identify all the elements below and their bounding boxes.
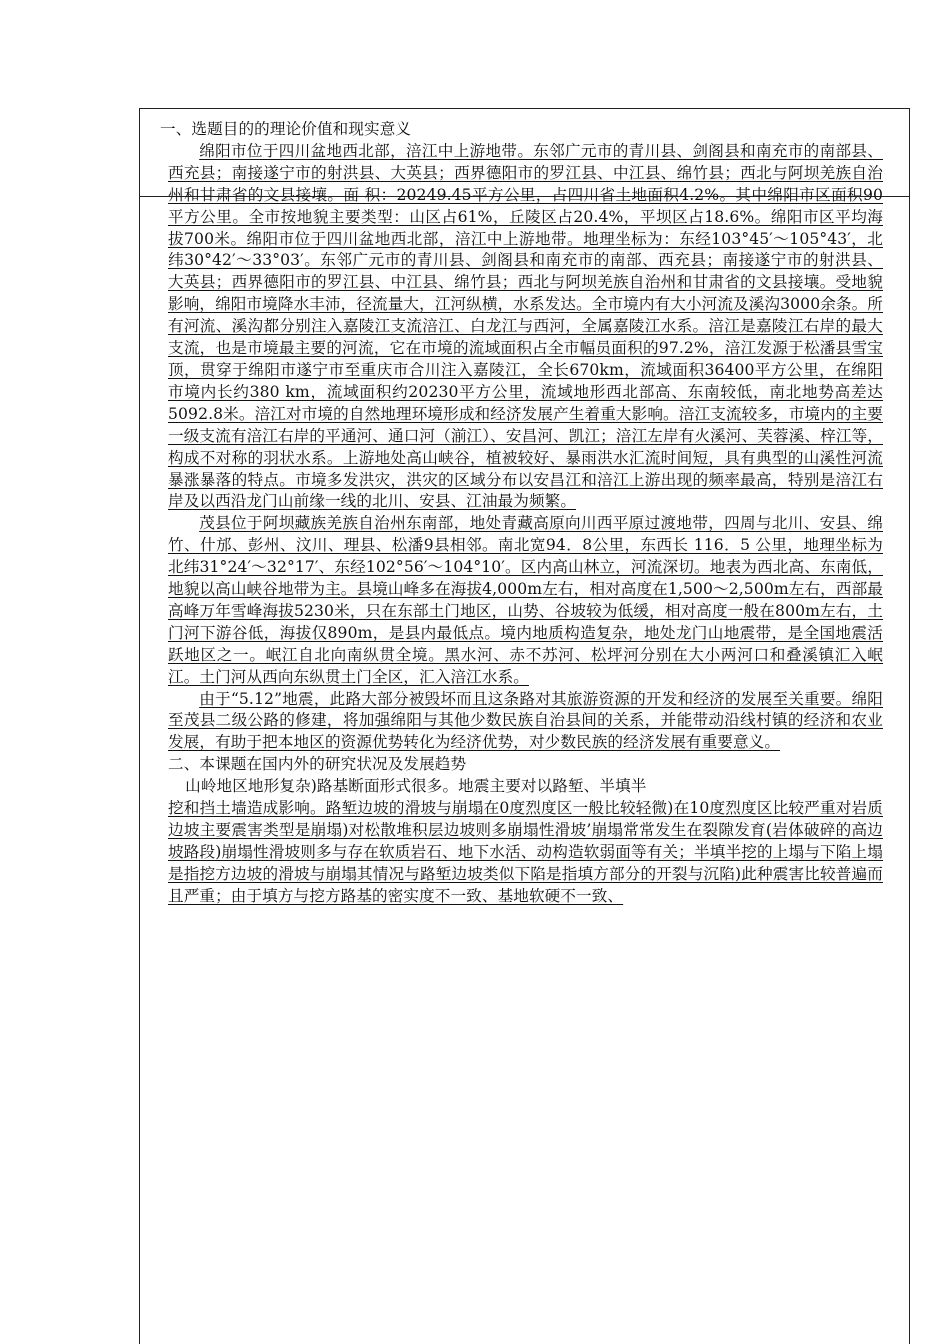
paragraph-research-body: 挖和挡土墙造成影响。路堑边坡的滑坡与崩塌在0度烈度区一般比较轻微)在10度烈度区比较严重对岩质边坡主要震害类型是崩塌)对松散堆积层边坡则多崩塌性滑坡’崩塌常常发生在裂隙发育(岩体破碎的高边坡路段)崩塌性滑坡则多与存在软质岩石、地下水活、动构造软弱面等有关；半填半挖的上塌与下陷上塌是指挖方边坡的滑坡与崩塌其情况与路堑边坡类似下陷是指填方部分的开裂与沉陷)此种震害比较普遍而且严重；由于填方与挖方路基的密实度不一致、基地软硬不一致、 — [168, 799, 883, 905]
section-heading-1: 一、选题目的的理论价值和现实意义 — [160, 120, 412, 138]
document-body — [160, 119, 883, 908]
paragraph-maoxian: 茂县位于阿坝藏族羌族自治州东南部，地处青藏高原向川西平原过渡地带，四周与北川、安县、绵竹、什邡、彭州、汶川、理县、松潘9县相邻。南北宽94．8公里，东西长 116．5 公里，地理坐标为北纬31°24′～32°17′、东经102°56′～104°10′。区内高山林立，河流深切。地表为西北高、东南低，地貌以高山峡谷地带为主。县境山峰多在海拔4,000m左右，相对高度在1,500～2,500m左右，西部最高峰万年雪峰海拔5230米，只在东部土门地区，山势、谷坡较为低缓，相对高度一般在800m左右，土门河下游谷低，海拔仅890m，是县内最低点。境内地质构造复杂，地处龙门山地震带，是全国地震活跃地区之一。岷江自北向南纵贯全境。黑水河、赤不苏河、松坪河分别在大小两河口和叠溪镇汇入岷江。土门河从西向东纵贯土门全区，汇入涪江水系。 — [168, 514, 883, 686]
paragraph-earthquake-road: 由于“5.12”地震，此路大部分被毁坏而且这条路对其旅游资源的开发和经济的发展至关重要。绵阳至茂县二级公路的修建，将加强绵阳与其他少数民族自治县间的关系，并能带动沿线村镇的经济和农业发展，有助于把本地区的资源优势转化为经济优势，对少数民族的经济发展有重要意义。 — [168, 689, 883, 752]
paragraph-research-lead: 山岭地区地形复杂)路基断面形式很多。地震主要对以路堑、半填半 — [185, 777, 647, 796]
section-heading-2: 二、本课题在国内外的研究状况及发展趋势 — [168, 755, 467, 774]
paragraph-mianyang: 绵阳市位于四川盆地西北部，涪江中上游地带。东邻广元市的青川县、剑阁县和南充市的南部县、西充县；南接遂宁市的射洪县、大英县；西界德阳市的罗江县、中江县、绵竹县；西北与阿坝羌族自治州和甘肃省的文县接壤。面 积：20249.45平方公里，占四川省土地面积4.2%。其中绵阳市区面积90平方公里。全市按地貌主要类型：山区占61%，丘陵区占20.4%，平坝区占18.6%。绵阳市区平均海拔700米。绵阳市位于四川盆地西北部，涪江中上游地带。地理坐标为：东经103°45′～105°43′，北纬30°42′～33°03′。东邻广元市的青川县、剑阁县和南充市的南部、西充县；南接遂宁市的射洪县、大英县；西界德阳市的罗江县、中江县、绵竹县；西北与阿坝羌族自治州和甘肃省的文县接壤。受地貌影响，绵阳市境降水丰沛，径流量大，江河纵横，水系发达。全市境内有大小河流及溪沟3000余条。所有河流、溪沟都分别注入嘉陵江支流涪江、白龙江与西河，全属嘉陵江水系。涪江是嘉陵江右岸的最大支流，也是市境最主要的河流，它在市境的流域面积占全市幅员面积的97.2%，涪江发源于松潘县雪宝顶，贯穿于绵阳市遂宁市至重庆市合川注入嘉陵江，全长670km，流域面积36400平方公里，在绵阳市境内长约380 km，流域面积约20230平方公里，流域地形西北部高、东南较低，南北地势高差达5092.8米。涪江对市境的自然地理环境形成和经济发展产生着重大影响。涪江支流较多，市境内的主要一级支流有涪江右岸的平通河、通口河（湔江）、安昌河、凯江；涪江左岸有火溪河、芙蓉溪、梓江等，构成不对称的羽状水系。上游地处高山峡谷，植被较好、暴雨洪水汇流时间短，具有典型的山溪性河流暴涨暴落的特点。市境多发洪灾，洪灾的区域分布以安昌江和涪江上游出现的频率最高，特别是涪江右岸及以西沿龙门山前缘一线的北川、安县、江油最为频繁。 — [168, 141, 883, 511]
